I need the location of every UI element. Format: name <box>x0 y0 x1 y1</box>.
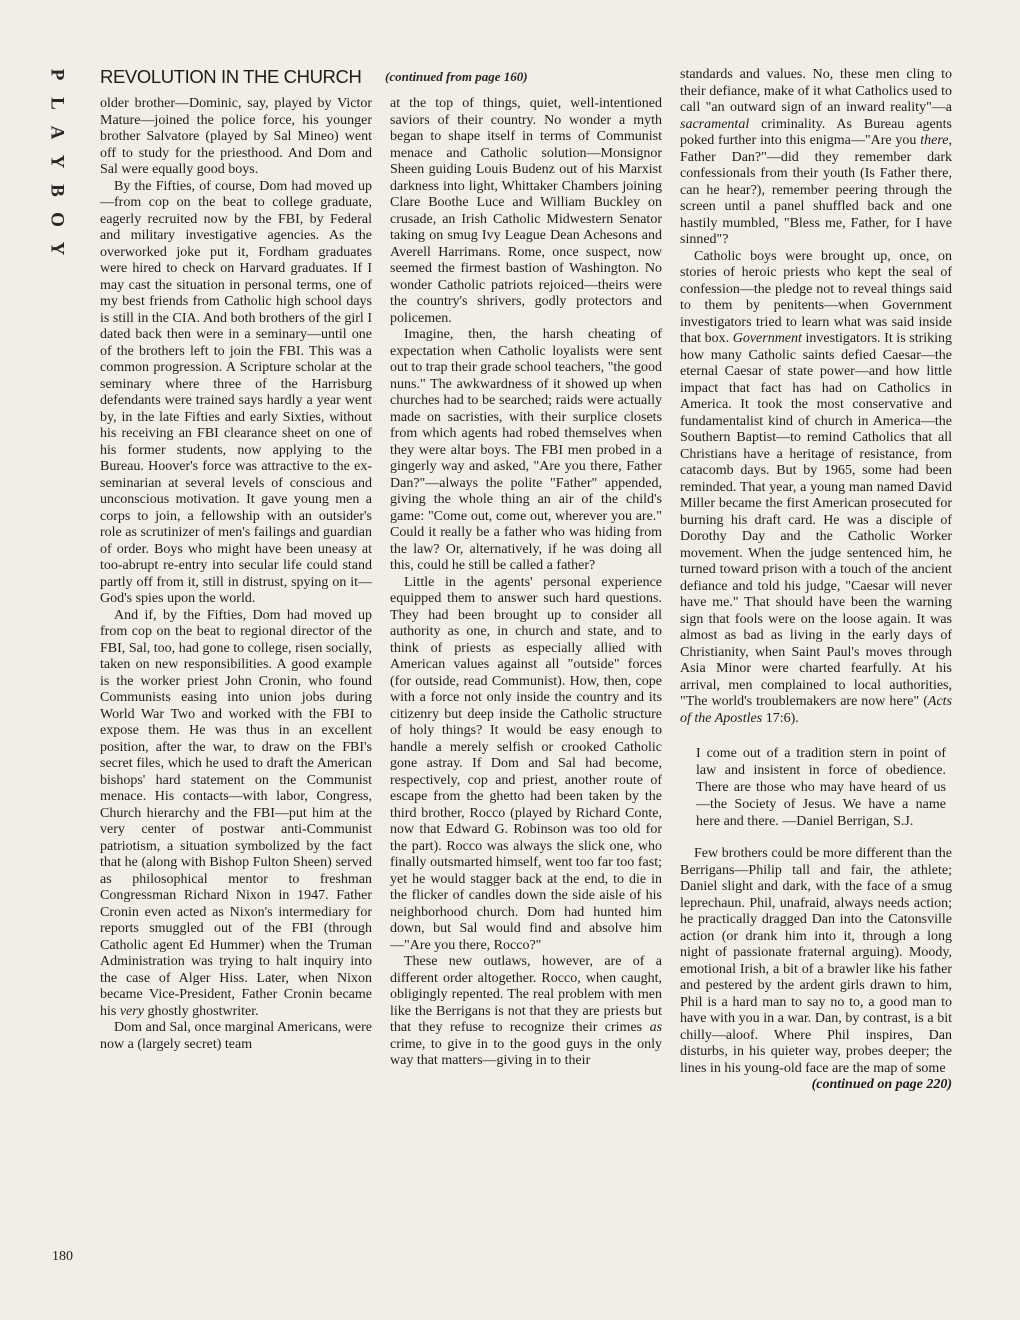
continued-from-note: (continued from page 160) <box>385 69 528 84</box>
spine-letter: A <box>46 125 68 140</box>
spine-letter: Y <box>46 154 68 169</box>
spine-letter: Y <box>46 241 68 256</box>
paragraph: older brother—Dominic, say, played by Victor Mature—joined the police force, his younger brother Salvatore (played by Sal Mineo) went off to study for the priesthood. And Dom and Sal were equally good boys. <box>100 96 372 177</box>
epigraph-attribution: —Daniel Berrigan, S.J. <box>782 814 914 829</box>
paragraph: at the top of things, quiet, well-intentioned saviors of their country. No wonder a myth began to shape itself in terms of Communist menace and Catholic solution—Monsignor Sheen guiding Louis Budenz out of his Marxist darkness into light, Whittaker Chambers joining Clare Boothe Luce and William Buckley on crusade, an Irish Catholic Midwestern Senator taking on smug Ivy League Dean Achesons and Averell Harrimans. Rome, once suspect, now seemed the firmest bastion of Washington. No wonder Catholic patriots rejoiced—theirs were the country's shrivers, godly protectors and policemen. <box>390 96 662 326</box>
paragraph: By the Fifties, of course, Dom had moved up—from cop on the beat to college graduate, eagerly recruited now by the FBI, by Federal and military investigative agencies. As the overworked joke put it, Fordham graduates were hired to check on Harvard graduates. If I may cast the situation in personal terms, one of my best friends from Catholic high school days is still in the CIA. And both brothers of the girl I dated back then were in a seminary—until one of the brothers left to join the FBI. This was a common progression. A Scripture scholar at the seminary where three of the Harrisburg defendants were trained says hardly a year went by, in the late Fifties and early Sixties, without his receiving an FBI clearance sheet on one of his former students, now applying to the Bureau. Hoover's force was attractive to the ex-seminarian at several levels of conscious and unconscious motivation. It gave young men a corps to join, a fellowship with an outsider's role as scrutinizer of men's failings and guardian of order. Boys who might have been uneasy at too-abrupt re-entry into secular life could stand partly off from it, still in distrust, spying on it—God's spies upon the world. <box>100 178 372 606</box>
article-column-2 <box>390 96 662 1070</box>
paragraph: Few brothers could be more different than the Berrigans—Philip tall and fair, the athlete; Daniel slight and dark, with the face of a smug leprechaun. Phil, unafraid, always needs action; he practically dragged Dan into the Catonsville action (or drank him into it, through a long night of passionate fraternal arguing). Moody, emotional Irish, a bit of a brawler like his father and pestered by the ardent girls drawn to him, Phil is a hard man to say no to, a good man to have with you in a war. Dan, by contrast, is a bit chilly—aloof. Where Phil inspires, Dan disturbs, in his quieter way, probes deeper; the lines in his young-old face are the map of some <box>680 846 952 1076</box>
spine-letter: O <box>46 212 68 227</box>
continued-on-note: (continued on page 220) <box>811 1077 952 1092</box>
paragraph: Little in the agents' personal experience equipped them to answer such hard questions. They had been brought up to consider all authority as one, in church and state, and to think of priests as especially allied with American values against all "outside" forces (for outside, read Communist). How, then, cope with a force not only inside the country and its citizenry but deep inside the Catholic structure of holy things? It would be easy enough to handle a merely selfish or crooked Catholic gone astray. If Dom and Sal had become, respectively, cop and priest, another route of escape from the ghetto had been taken by the third brother, Rocco (played by Richard Conte, now that Edward G. Robinson was too old for the part). Rocco was always the slick one, who finally outsmarted himself, went too far too fast; yet he would stagger back at the end, to die in the flicker of candles down the side aisle of his neighborhood church. Dom had hunted him down, but Sal would find and absolve him—"Are you there, Rocco?" <box>390 574 662 953</box>
magazine-name-vertical <box>46 60 68 263</box>
spine-letter: B <box>46 184 68 197</box>
epigraph-quote <box>696 745 946 830</box>
paragraph: standards and values. No, these men cling to their defiance, make of it what Catholics used to call "an outward sign of an inward reality"—a sacramental criminality. As Bureau agents poked further into this enigma—"Are you there, Father Dan?"—did they remember dark confessionals from their youth (Is Father there, can he hear?), remember peering through the screen until a panel shuffled back and one hastily mumbled, "Bless me, Father, for I have sinned"? <box>680 67 953 247</box>
spine-letter: L <box>46 97 68 110</box>
spine-letter: P <box>46 68 68 81</box>
page-number: 180 <box>52 1249 73 1264</box>
article-column-3 <box>680 67 952 1094</box>
epigraph-text: I come out of a tradition stern in point of law and insistent in force of obedience. There are those who may have heard of us—the Society of Jesus. We have a name here and there. <box>696 746 946 829</box>
article-headline: REVOLUTION IN THE CHURCH <box>100 66 362 87</box>
paragraph: And if, by the Fifties, Dom had moved up from cop on the beat to regional director of the FBI, Sal, too, had gone to college, risen socially, taken on new responsibilities. A good example is the worker priest John Cronin, who found Communists easing into union jobs during World War Two and worked with the FBI to expose them. He was thus in an excellent position, after the war, to draw on the FBI's secret files, which he used to draft the American bishops' hard statement on the Communist menace. His contacts—with labor, Congress, Church hierarchy and the FBI—put him at the very center of postwar anti-Communist patriotism, a situation symbolized by the fact that he (along with Bishop Fulton Sheen) served as philosophical mentor to freshman Congressman Richard Nixon in 1947. Father Cronin even acted as Nixon's intermediary for reports smuggled out of the FBI (through Catholic agent Ed Hummer) when the Truman Administration was trying to halt inquiry into the case of Alger Hiss. Later, when Nixon became Vice-President, Father Cronin became his very ghostly ghostwriter. <box>100 607 372 1019</box>
paragraph: These new outlaws, however, are of a different order altogether. Rocco, when caught, obligingly repented. The real problem with men like the Berrigans is not that they are priests but that they refuse to recognize their crimes as crime, to give in to the good guys in the only way that matters—giving in to their <box>390 954 663 1068</box>
article-column-1 <box>100 96 372 1053</box>
paragraph: Imagine, then, the harsh cheating of expectation when Catholic loyalists were sent out to trap their grade school teachers, "the good nuns." The awkwardness of it showed up when churches had to be searched; raids were actually made on sacristies, with their surplice closets from which agents had robed themselves when they were altar boys. The FBI men probed in a gingerly way and asked, "Are you there, Father Dan?"—always the polite "Father" appended, giving the whole thing an air of the child's game: "Come out, come out, wherever you are." Could it really be a father who was hiding from the law? Or, alternatively, if he was doing all this, could he still be called a father? <box>390 327 663 573</box>
paragraph: Catholic boys were brought up, once, on stories of heroic priests who kept the seal of confession—the pledge not to reveal things said to them by penitents—when Government investigators tried to learn what was said inside that box. Government investigators. It is striking how many Catholic saints defied Caesar—the eternal Caesar of state power—and how little impact that fact has had on Catholics in America. It took the most conservative and fundamentalist kind of church in America—the Southern Baptist—to remind Catholics that all Christians have a heritage of resistance, from catacomb days. But by 1965, some had been reminded. That year, a young man named David Miller became the first American prosecuted for burning his draft card. He was a disciple of Dorothy Day and the Catholic Worker movement. When the judge sentenced him, he turned toward prison with a touch of the ancient defiance and told his judge, "Caesar will never have me." That should have been the warning sign that fools were on the loose again. It was almost as bad as living in the early days of Christianity, when Saint Paul's moves through Asia Minor were charted fearfully. At his arrival, men complained to local authorities, "The world's troublemakers are now here" (Acts of the Apostles 17:6). <box>680 248 953 726</box>
paragraph: Dom and Sal, once marginal Americans, were now a (largely secret) team <box>100 1020 372 1052</box>
